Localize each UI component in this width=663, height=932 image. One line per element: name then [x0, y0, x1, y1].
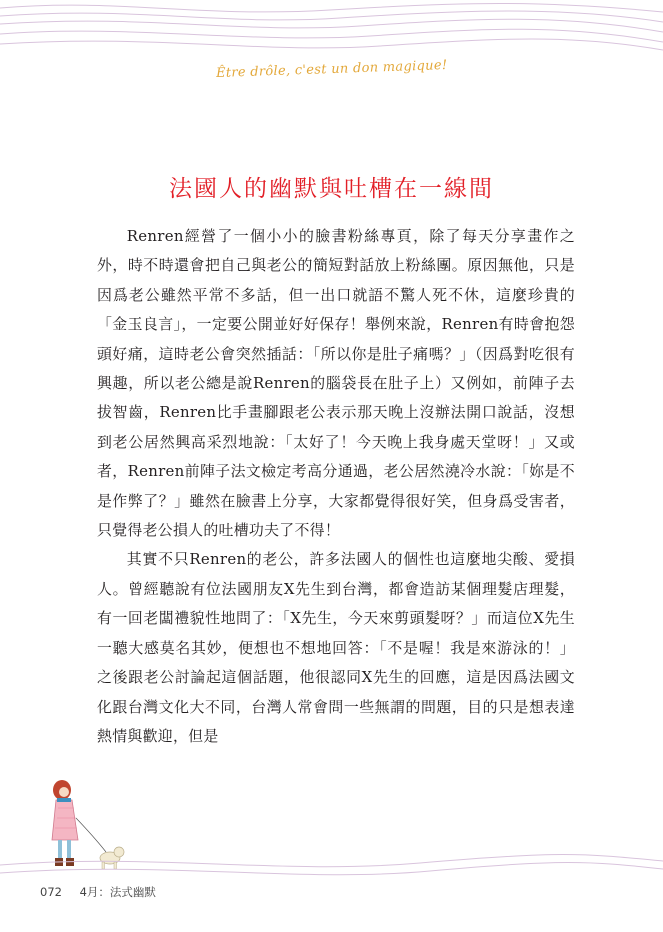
chapter-label: 4月：法式幽默	[79, 885, 156, 899]
page-number: 072	[40, 885, 62, 899]
paragraph-2: 其實不只Renren的老公，許多法國人的個性也這麼地尖酸、愛損人。曾經聽說有位法國朋友X先生到台灣，都會造訪某個理髮店理髮，有一回老闆禮貌性地問了：「X先生，今天來剪頭髮呀？」而這位X先生一聽大感莫名其妙，便想也不想地回答：「不是喔！我是來游泳的！」之後跟老公討論起這個話題，他很認同X先生的回應，這是因爲法國文化跟台灣文化大不同，台灣人常會問一些無謂的問題，目的只是想表達熱情與歡迎，但是	[97, 550, 575, 745]
header-tagline	[0, 57, 663, 82]
article-title: 法國人的幽默與吐槽在一線間	[169, 176, 494, 202]
article-body	[97, 222, 575, 751]
page-footer	[40, 884, 156, 900]
tagline-text: Être drôle, c'est un don magique!	[215, 57, 448, 82]
paragraph-1: Renren經營了一個小小的臉書粉絲專頁，除了每天分享畫作之外，時不時還會把自己與老公的簡短對話放上粉絲團。原因無他，只是因爲老公雖然平常不多話，但一出口就語不驚人死不休，這麼珍貴的「金玉良言」，一定要公開並好好保存！舉例來說，Renren有時會抱怨頭好痛，這時老公會突然插話：「所以你是肚子痛嗎？」（因爲對吃很有興趣，所以老公總是說Renren的腦袋長在肚子上）又例如，前陣子去拔智齒，Renren比手畫腳跟老公表示那天晚上沒辦法開口說話，沒想到老公居然興高采烈地說：「太好了！今天晚上我身處天堂呀！」又或者，Renren前陣子法文檢定考高分通過，老公居然澆冷水說：「妳是不是作弊了？」雖然在臉書上分享，大家都覺得很好笑，但身爲受害者，只覺得老公損人的吐槽功夫了不得！	[97, 227, 575, 540]
decorative-wave-lines-top	[0, 0, 663, 60]
